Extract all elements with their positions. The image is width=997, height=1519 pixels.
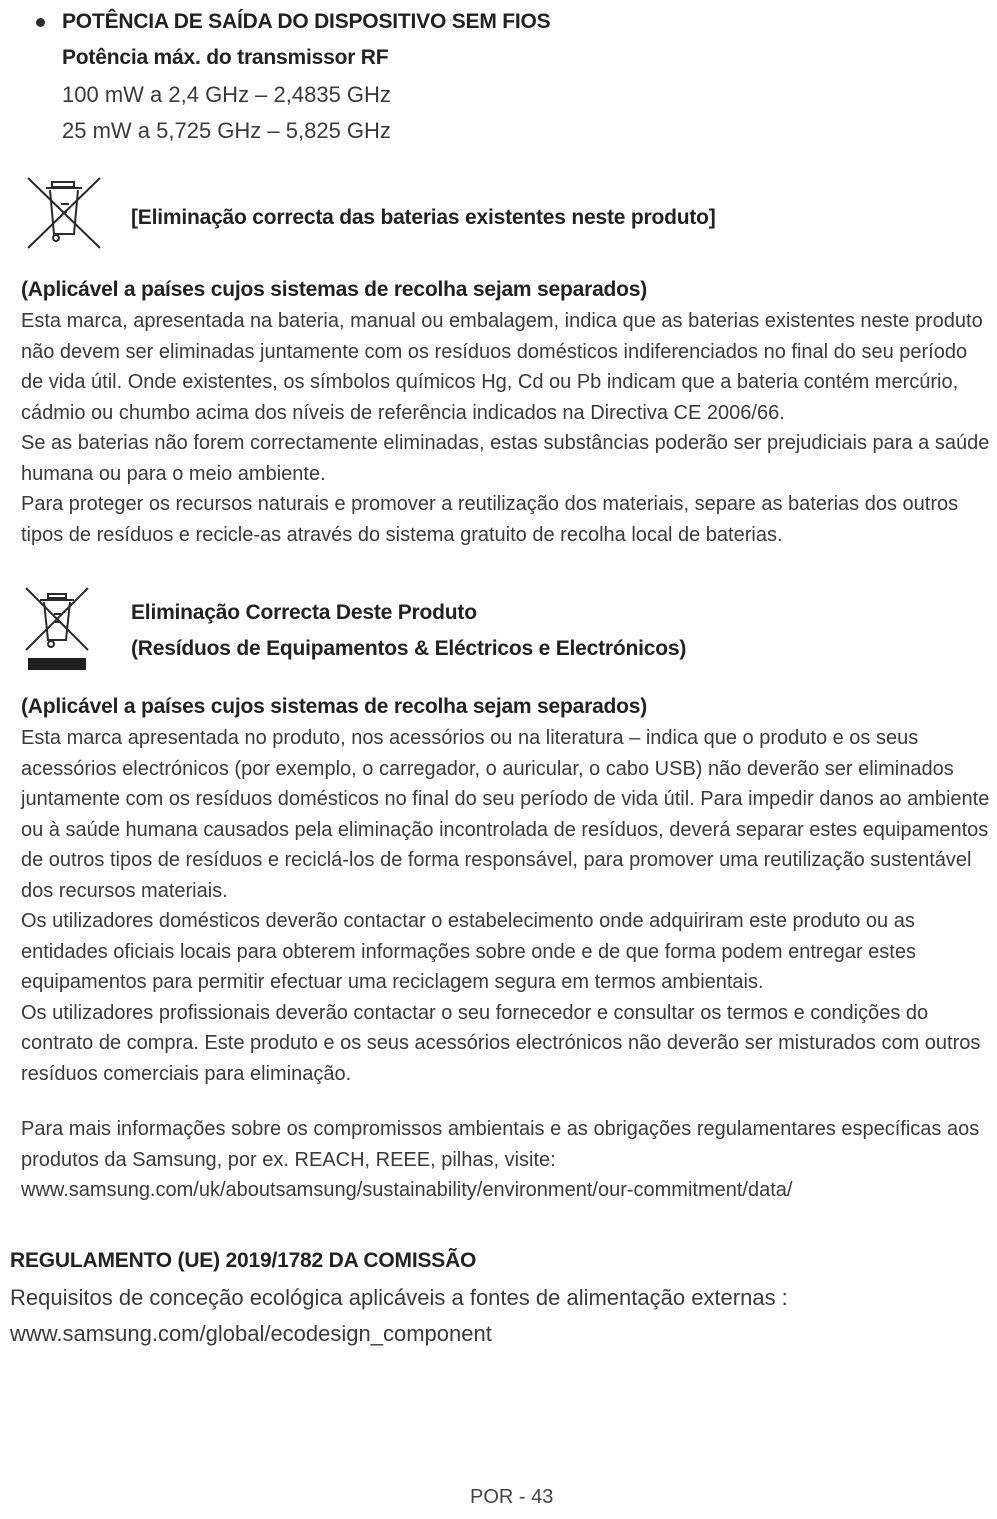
bullet-dot: [36, 18, 45, 27]
wireless-power-line-2: 25 mW a 5,725 GHz – 5,825 GHz: [62, 118, 391, 143]
more-info-text: Para mais informações sobre os compromissos ambientais e as obrigações regulamentares específicas aos produtos da Samsung, por ex. REACH, REEE, pilhas, visite:: [21, 1118, 980, 1171]
weee-title-line-2: (Resíduos de Equipamentos & Eléctricos e Electrónicos): [131, 637, 687, 660]
crossed-bin-with-bar-icon: [24, 586, 90, 676]
weee-paragraph: Os utilizadores domésticos deverão contactar o estabelecimento onde adquiriram este produto ou as entidades oficiais locais para obterem informações sobre onde e de que forma podem entregar estes equipamentos para permitir efectuar uma reciclagem segura em termos ambientais.: [21, 910, 916, 993]
weee-applicable-note: (Aplicável a países cujos sistemas de recolha sejam separados): [21, 695, 648, 718]
wireless-power-subheading: Potência máx. do transmissor RF: [62, 46, 389, 69]
weee-paragraph: Esta marca apresentada no produto, nos acessórios ou na literatura – indica que o produto e os seus acessórios electrónicos (por exemplo, o carregador, o auricular, o cabo USB) não deverão ser eliminados juntamente com os resíduos domésticos no final do seu período de vida útil. Para impedir danos ao ambiente ou à saúde humana causados pela eliminação incontrolada de resíduos, deverá separar estes equipamentos de outros tipos de resíduos e reciclá-los de forma responsável, para promover uma reutilização sustentável dos recursos materiais.: [21, 727, 990, 902]
more-info-block: [21, 1114, 993, 1206]
weee-paragraph: Os utilizadores profissionais deverão contactar o seu fornecedor e consultar os termos e condições do contrato de compra. Este produto e os seus acessórios electrónicos não deverão ser misturados com outros resíduos comerciais para eliminação.: [21, 1001, 981, 1085]
battery-paragraph: Para proteger os recursos naturais e promover a reutilização dos materiais, separe as baterias dos outros tipos de resíduos e recicle-as através do sistema gratuito de recolha local de baterias.: [21, 493, 959, 546]
weee-title-line-1: Eliminação Correcta Deste Produto: [131, 601, 477, 624]
regulation-url[interactable]: www.samsung.com/global/ecodesign_component: [10, 1321, 492, 1346]
regulation-heading: REGULAMENTO (UE) 2019/1782 DA COMISSÃO: [10, 1249, 477, 1272]
battery-disposal-title: [Eliminação correcta das baterias existentes neste produto]: [131, 206, 716, 229]
battery-paragraph: Se as baterias não forem correctamente eliminadas, estas substâncias poderão ser prejudiciais para a saúde humana ou para o meio ambiente.: [21, 432, 990, 485]
page-number: POR - 43: [470, 1486, 554, 1508]
wireless-power-line-1: 100 mW a 2,4 GHz – 2,4835 GHz: [62, 82, 391, 107]
more-info-url[interactable]: www.samsung.com/uk/aboutsamsung/sustainability/environment/our-commitment/data/: [21, 1179, 793, 1201]
regulation-text: Requisitos de conceção ecológica aplicáveis a fontes de alimentação externas :: [10, 1285, 788, 1310]
wireless-power-heading: POTÊNCIA DE SAÍDA DO DISPOSITIVO SEM FIOS: [62, 10, 551, 33]
battery-body: [21, 306, 993, 550]
crossed-bin-icon: [26, 176, 102, 250]
battery-paragraph: Esta marca, apresentada na bateria, manual ou embalagem, indica que as baterias existentes neste produto não devem ser eliminadas juntamente com os resíduos domésticos indiferenciados no final do seu período de vida útil. Onde existentes, os símbolos químicos Hg, Cd ou Pb indicam que a bateria contém mercúrio, cádmio ou chumbo acima dos níveis de referência indicados na Directiva CE 2006/66.: [21, 310, 983, 424]
battery-applicable-note: (Aplicável a países cujos sistemas de recolha sejam separados): [21, 278, 648, 301]
weee-body: [21, 723, 993, 1089]
